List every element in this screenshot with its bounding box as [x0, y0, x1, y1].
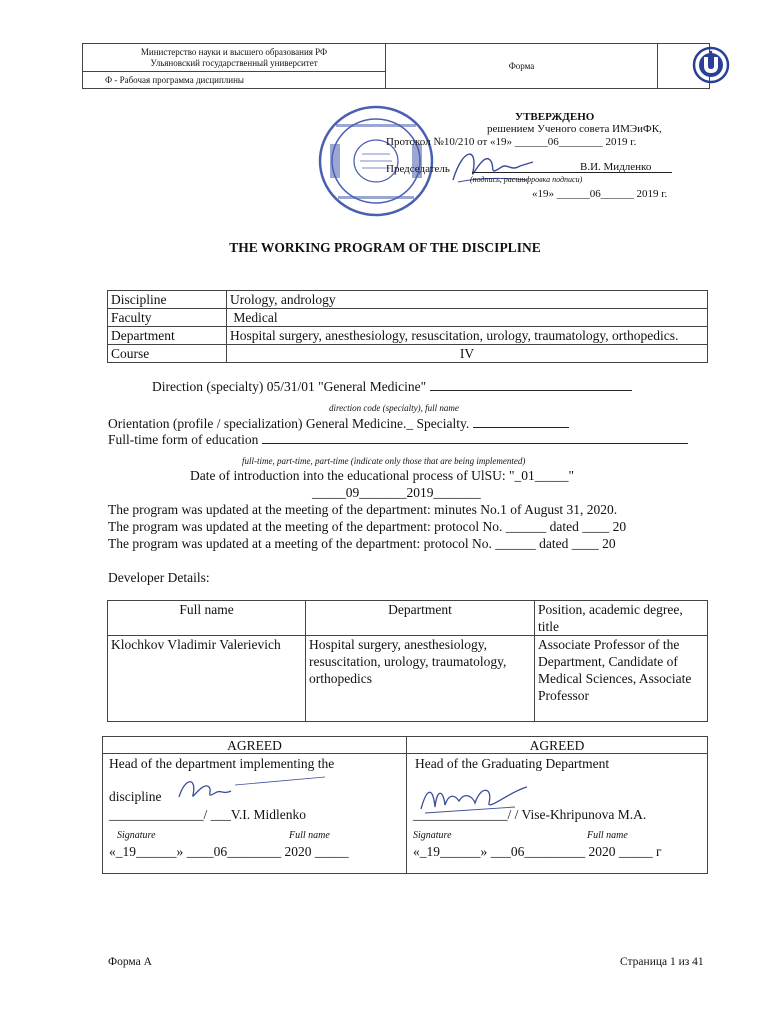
- table-row: [108, 291, 708, 309]
- agreed-right-text1: Head of the Graduating Department: [415, 756, 610, 771]
- header-department: Department: [306, 601, 535, 636]
- education-form-text: Full-time form of education: [108, 432, 259, 447]
- footer-form: Форма А: [108, 956, 152, 968]
- header-org-cell: [83, 44, 386, 72]
- left-signature-icon: [175, 773, 335, 803]
- agreed-right-heading: AGREED: [529, 738, 585, 753]
- form-header-table: [82, 43, 710, 89]
- direction-text: Direction (specialty) 05/31/01 "General Medicine": [152, 379, 427, 394]
- developer-name: Klochkov Vladimir Valerievich: [108, 636, 306, 722]
- discipline-label: Discipline: [108, 291, 227, 309]
- developer-position: Associate Professor of the Department, Candidate of Medical Sciences, Associate Professor: [535, 636, 708, 722]
- discipline-value: Urology, andrology: [227, 291, 708, 309]
- direction-hint: direction code (specialty), full name: [329, 403, 459, 413]
- agreed-left-sign-line: ______________/ ___V.I. Midlenko: [109, 807, 307, 822]
- agreed-table: [102, 736, 708, 874]
- introduction-line1: Date of introduction into the educational process of UlSU: "_01_____": [190, 468, 575, 483]
- university-name: Ульяновский государственный университет: [150, 58, 318, 68]
- orientation-blank: [473, 415, 569, 428]
- chair-name: В.И. Мидленко: [580, 161, 652, 173]
- university-logo-icon: [692, 46, 730, 84]
- table-row: [108, 309, 708, 327]
- developer-department: Hospital surgery, anesthesiology, resuscitation, urology, traumatology, orthopedics: [306, 636, 535, 722]
- footer-page-number: Страница 1 из 41: [620, 956, 704, 968]
- agreed-right-name-label: Full name: [587, 830, 628, 841]
- approval-line1: решением Ученого совета ИМЭиФК,: [487, 123, 662, 135]
- agreed-left-heading: AGREED: [227, 738, 282, 753]
- form-label: Форма: [386, 44, 658, 88]
- department-value: Hospital surgery, anesthesiology, resuscitation, urology, traumatology, orthopedics.: [227, 327, 708, 345]
- course-value: IV: [227, 345, 708, 363]
- header-full-name: Full name: [108, 601, 306, 636]
- chair-hint: (подпись, расшифровка подписи): [470, 175, 583, 184]
- doc-type: Ф - Рабочая программа дисциплины: [83, 72, 386, 88]
- approval-protocol: Протокол №10/210 от «19» ______06________ 2019 г.: [386, 136, 637, 148]
- table-header-row: [108, 601, 708, 636]
- table-row: [108, 636, 708, 722]
- course-label: Course: [108, 345, 227, 363]
- update-line-3: The program was updated at a meeting of the department: protocol No. ______ dated ____ 20: [108, 536, 616, 551]
- agreed-right-sig-label: Signature: [413, 830, 452, 841]
- update-line-2: The program was updated at the meeting of the department: protocol No. ______ dated ____ 20: [108, 519, 627, 534]
- agreed-left-text2: discipline: [109, 789, 162, 804]
- faculty-label: Faculty: [108, 309, 227, 327]
- introduction-line2: _____09_______2019_______: [312, 485, 481, 500]
- approval-date: «19» ______06______ 2019 г.: [532, 188, 668, 200]
- update-line-1: The program was updated at the meeting of the department: minutes No.1 of August 31, 2020.: [108, 502, 618, 517]
- direction-blank: [430, 378, 632, 391]
- orientation-text: Orientation (profile / specialization) General Medicine._ Specialty.: [108, 416, 470, 431]
- agreed-left-text1: Head of the department implementing the: [109, 756, 335, 771]
- header-position: Position, academic degree, title: [535, 601, 708, 636]
- table-row: [108, 327, 708, 345]
- ministry-name: Министерство науки и высшего образования РФ: [140, 47, 328, 57]
- table-row: [108, 345, 708, 363]
- agreed-right-sign-line: ______________/ / Vise-Khripunova M.A.: [413, 807, 647, 822]
- chair-label: Председатель: [386, 163, 450, 175]
- education-form-blank: [262, 431, 688, 444]
- education-form-hint: full-time, part-time, part-time (indicate only those that are being implemented): [242, 456, 526, 466]
- developer-table: [107, 600, 708, 722]
- page-title: THE WORKING PROGRAM OF THE DISCIPLINE: [229, 240, 541, 255]
- direction-line: [152, 378, 632, 395]
- agreed-right-date: «_19______» ___06_________ 2020 _____ г: [413, 844, 662, 859]
- orientation-line: [108, 415, 569, 432]
- department-label: Department: [108, 327, 227, 345]
- faculty-value: Medical: [227, 309, 708, 327]
- agreed-left-date: «_19______» ____06________ 2020 _____: [109, 844, 349, 859]
- discipline-info-table: [107, 290, 708, 363]
- agreed-left-name-label: Full name: [289, 830, 330, 841]
- agreed-left-sig-label: Signature: [117, 830, 156, 841]
- approval-heading: УТВЕРЖДЕНО: [515, 111, 595, 123]
- education-form-line: [108, 431, 688, 448]
- developer-heading: Developer Details:: [108, 570, 210, 585]
